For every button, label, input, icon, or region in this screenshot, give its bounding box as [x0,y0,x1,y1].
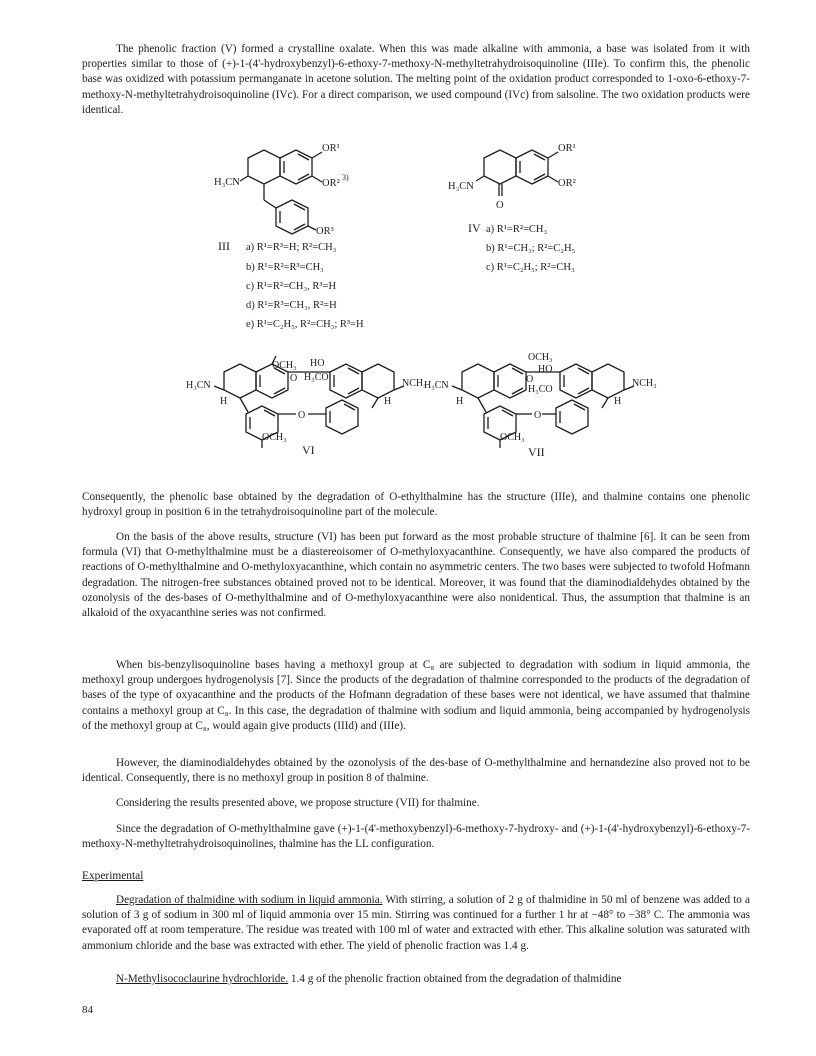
III-variant-c: c) R¹=R²=CH₃, R³=H [246,281,337,292]
VII-och3-bottom: OCH₃ [500,432,525,443]
VI-ho-label: HO [310,358,325,369]
VII-amine-left: H₃CN [424,380,449,391]
IV-variant-a: a) R¹=R²=CH₃ [486,224,548,235]
paragraph-text: When bis-benzylisoquinoline bases having a methoxyl group at C₈ are subjected to degradation with sodium in liquid ammonia, the methoxyl group undergoes hydrogenolysis [7]. Since the products of the degradation of thalmine corresponded to the products of the degradation of bases of the type of oxyacanthine and the products of the Hofmann degradation of these bases were not identical, we have assumed that thalmine contains a methoxyl group at C₈. In this case, the degradation of thalmine with sodium and liquid ammonia, being accompanied by hydrogenolysis of the methoxyl group at C₈, would again give products (IIId) and (IIIe). [82,659,750,732]
paragraph-consequently [82,490,750,520]
IV-variant-c: c) R¹=C₂H₅; R²=CH₃ [486,262,575,273]
paragraph-hydrochloride [82,972,750,987]
structure-VII-rings [452,364,634,448]
IV-numeral: IV [468,221,481,235]
paragraph-however [82,756,750,786]
VI-ether-top: O [290,373,298,384]
procedure-title: Degradation of thalmidine with sodium in liquid ammonia. [116,894,383,906]
VI-numeral: VI [302,443,315,457]
paragraph-bis-benzylisoquinoline [82,658,750,734]
III-or1-label: OR¹ [322,143,340,154]
III-variant-a: a) R¹=R³=H; R²=CH₃ [246,242,337,253]
IV-carbonyl-label: O [496,200,504,211]
III-amine-label: H₃CN [214,177,240,188]
VII-h-right: H [614,396,622,407]
VII-ether-bottom: O [534,410,542,421]
VII-numeral: VII [528,445,545,459]
VI-och3-bottom: OCH₃ [262,432,287,443]
procedure-title: N-Methylisococlaurine hydrochloride. [116,973,289,985]
III-or3-label: OR³ [316,226,334,237]
paragraph-text: Since the degradation of O-methylthalmine gave (+)-1-(4'-methoxybenzyl)-6-methoxy-7-hydroxy- and (+)-1-(4'-hydroxybenzyl)-6-ethoxy-7-methoxy-N-methyltetrahydroisoquinolines, thalmine has the LL configuration. [82,823,750,851]
paragraph-text: On the basis of the above results, structure (VI) has been put forward as the most probable structure of thalmine [6]. It can be seen from formula (VI) that O-methylthalmine must be a diastereoisomer of O-methyloxyacanthine. Consequently, we have also compared the products of reactions of O-methylthalmine and O-methyloxyacanthine, which contain no asymmetric centers. The two bases were subjected to twofold Hofmann degradation. The nitrogen-free substances obtained proved not to be identical. Moreover, it was found that the diaminodialdehydes obtained by the ozonolysis of the des-bases of O-methylthalmine and of O-methyloxyacanthine were also nonidentical. Thus, the assumption that thalmine is an alkaloid of the oxyacanthine series was not confirmed. [82,531,750,620]
VI-amine-right: NCH₃ [402,378,427,389]
IV-amine-label: H₃CN [448,181,474,192]
III-variant-e: e) R¹=C₂H₅, R²=CH₃; R³=H [246,319,364,330]
page-number: 84 [82,1004,93,1016]
paragraph-text: The phenolic fraction (V) formed a crystalline oxalate. When this was made alkaline with ammonia, a base was isolated from it with properties similar to those of (+)-1-(4'-hydroxybenzyl)-6-ethoxy-7-methoxy-N-methyltetrahydroisoquinoline (IIIe). To confirm this, the phenolic base was oxidized with potassium permanganate in acetone solution. The melting point of the oxidation product corresponded to 1-oxo-6-ethoxy-7-methoxy-N-methyltetrahydroisoquinoline (IVc). For a direct comparison, we used compound (IVc) from salsoline. The two oxidation products were identical. [82,43,750,116]
paragraph-text: However, the diaminodialdehydes obtained by the ozonolysis of the des-base of O-methylthalmine and hernandezine also proved not to be identical. Consequently, there is no methoxyl group in position 8 of thalmine. [82,757,750,785]
IV-or2-label: OR² [558,178,576,189]
paragraph-structure-vi [82,530,750,621]
VI-h3co-label: H₃CO [304,372,329,383]
III-superscript-note: 3) [342,173,349,182]
VII-ether-top: O [526,374,534,385]
procedure-body: With stirring, a solution of 2 g of thalmidine in 50 ml of benzene was added to a solution of 3 g of sodium in 300 ml of liquid ammonia over 15 min. Stirring was continued for a further 1 hr at −48° to −38° C. The ammonia was evaporated off at room temperature. The residue was treated with 100 ml of water and extracted with ether. This alkaline solution was saturated with ammonium chloride and the base was extracted with ether. The yield of phenolic fraction was 1.4 g. [82,894,751,952]
III-numeral: III [218,239,230,253]
III-variant-b: b) R¹=R²=R³=CH₃ [246,262,324,273]
paragraph-configuration [82,822,750,852]
IV-or1-label: OR¹ [558,143,576,154]
III-variant-d: d) R¹=R³=CH₃, R²=H [246,300,337,311]
VI-h-left: H [220,396,228,407]
structure-VI-rings [214,356,404,448]
III-or2-label: OR² [322,178,340,189]
paragraph-propose-vii [82,796,750,811]
IV-variant-b: b) R¹=CH₃; R²=C₂H₅ [486,243,576,254]
structure-III-rings [240,150,322,234]
paragraph-degradation-procedure [82,893,750,954]
VII-ho-label: HO [538,364,553,375]
paragraph-text: Consequently, the phenolic base obtained by the degradation of O-ethylthalmine has the structure (IIIe), and thalmine contains one phenolic hydroxyl group in position 6 in the tetrahydroisoquinoline part of the molecule. [82,491,750,519]
VII-h-left: H [456,396,464,407]
VII-h3co-label: H₃CO [528,384,553,395]
procedure-body: 1.4 g of the phenolic fraction obtained from the degradation of thalmidine [288,973,622,985]
VII-amine-right: NCH₃ [632,378,657,389]
structure-IV-rings [476,150,558,196]
VI-h-right: H [384,396,392,407]
VI-amine-left: H₃CN [186,380,211,391]
section-heading-experimental: Experimental [82,870,144,882]
paragraph-text: Considering the results presented above, we propose structure (VII) for thalmine. [116,797,480,809]
VI-ether-bottom: O [298,410,306,421]
chemical-structures-figure [0,0,816,470]
VII-och3-top: OCH₃ [528,352,553,363]
VI-och3-top: OCH₃ [272,360,297,371]
